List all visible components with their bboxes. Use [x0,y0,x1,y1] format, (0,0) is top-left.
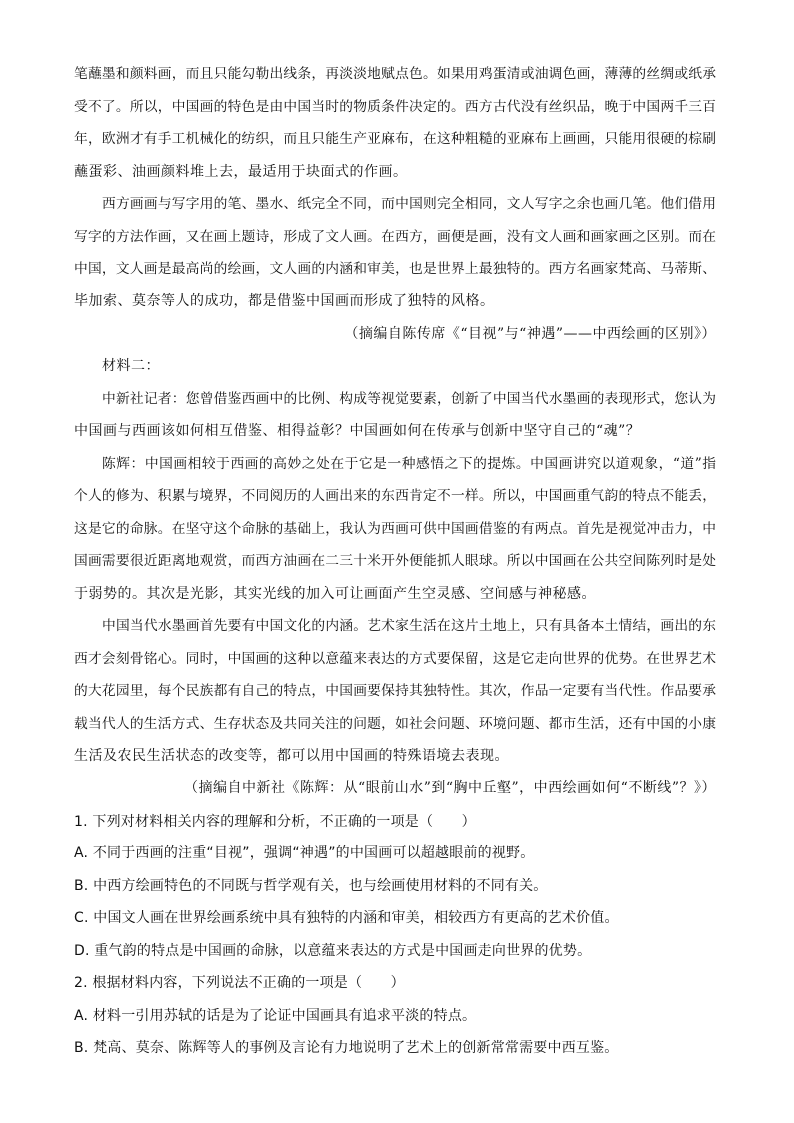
material2-line-11: 载当代人的生活方式、生存状态及共同关注的问题，如社会问题、环境问题、都市生活，还有中国的小康 [74,716,716,732]
material1-line-2: 受不了。所以，中国画的特色是由中国当时的物质条件决定的。西方古代没有丝织品，晚于中国两千三百 [74,99,716,115]
material1-line-5: 西方画画与写字用的笔、墨水、纸完全不同，而中国则完全相同，文人写字之余也画几笔。他们借用 [102,196,716,212]
question-2-stem: 2. 根据材料内容，下列说法不正确的一项是（ ） [74,975,405,991]
material1-line-8: 毕加索、莫奈等人的成功，都是借鉴中国画而形成了独特的风格。 [74,293,495,309]
material2-line-8: 中国当代水墨画首先要有中国文化的内涵。艺术家生活在这片土地上，只有具备本土情结，画出的东 [102,618,716,634]
material1-source: （摘编自陈传席《“目视”与“神遇”——中西绘画的区别》） [344,326,716,342]
material2-line-2: 中国画与西画该如何相互借鉴、相得益彰？中国画如何在传承与创新中坚守自己的“魂”？ [74,423,641,439]
material2-line-9: 西才会刻骨铭心。同时，中国画的这种以意蕴来表达的方式要保留，这是它走向世界的优势。在世界艺术 [74,651,716,667]
material2-line-1: 中新社记者：您曾借鉴西画中的比例、构成等视觉要素，创新了中国当代水墨画的表现形式，您认为 [102,391,716,407]
material2-line-4: 个人的修为、积累与境界，不同阅历的人画出来的东西肯定不一样。所以，中国画重气韵的特点不能丢， [74,488,716,504]
material2-source: （摘编自中新社《陈辉：从“眼前山水”到“胸中丘壑”，中西绘画如何“不断线”？》） [184,780,716,796]
question-1-option-c: C. 中国文人画在世界绘画系统中具有独特的内涵和审美，相较西方有更高的艺术价值。 [74,910,619,926]
material1-line-4: 蘸蛋彩、油画颜料堆上去，最适用于块面式的作画。 [74,164,408,180]
material1-line-6: 写字的方法作画，又在画上题诗，形成了文人画。在西方，画便是画，没有文人画和画家画之区别。而在 [74,229,716,245]
material2-line-3: 陈辉：中国画相较于西画的高妙之处在于它是一种感悟之下的提炼。中国画讲究以道观象，“道”指 [102,456,716,472]
question-1-option-d: D. 重气韵的特点是中国画的命脉，以意蕴来表达的方式是中国画走向世界的优势。 [74,943,592,959]
material2-line-7: 于弱势的。其次是光影，其实光线的加入可让画面产生空灵感、空间感与神秘感。 [74,586,596,602]
material2-line-6: 国画需要很近距离地观赏，而西方油画在二三十米开外便能抓人眼球。所以中国画在公共空间陈列时是处 [74,553,716,569]
question-1-option-b: B. 中西方绘画特色的不同既与哲学观有关，也与绘画使用材料的不同有关。 [74,878,548,894]
question-2-option-a: A. 材料一引用苏轼的话是为了论证中国画具有追求平淡的特点。 [74,1008,477,1024]
material2-heading: 材料二： [102,358,160,374]
material2-line-5: 这是它的命脉。在坚守这个命脉的基础上，我认为西画可供中国画借鉴的有两点。首先是视觉冲击力，中 [74,521,716,537]
material2-line-10: 的大花园里，每个民族都有自己的特点，中国画要保持其独特性。其次，作品一定要有当代性。作品要承 [74,683,716,699]
question-1-option-a: A. 不同于西画的注重“目视”，强调“神遇”的中国画可以超越眼前的视野。 [74,845,535,861]
question-2-option-b: B. 梵高、莫奈、陈辉等人的事例及言论有力地说明了艺术上的创新常常需要中西互鉴。 [74,1040,619,1056]
question-1-stem: 1. 下列对材料相关内容的理解和分析，不正确的一项是（ ） [74,814,476,830]
material1-line-3: 年，欧洲才有手工机械化的纺织，而且只能生产亚麻布，在这种粗糙的亚麻布上画画，只能用很硬的棕刷 [74,131,716,147]
material2-line-12: 生活及农民生活状态的改变等，都可以用中国画的特殊语境去表现。 [74,748,509,764]
material1-line-1: 笔蘸墨和颜料画，而且只能勾勒出线条，再淡淡地赋点色。如果用鸡蛋清或油调色画，薄薄的丝绸或纸承 [74,66,716,82]
material1-line-7: 中国，文人画是最高尚的绘画，文人画的内涵和审美，也是世界上最独特的。西方名画家梵高、马蒂斯、 [74,261,716,277]
